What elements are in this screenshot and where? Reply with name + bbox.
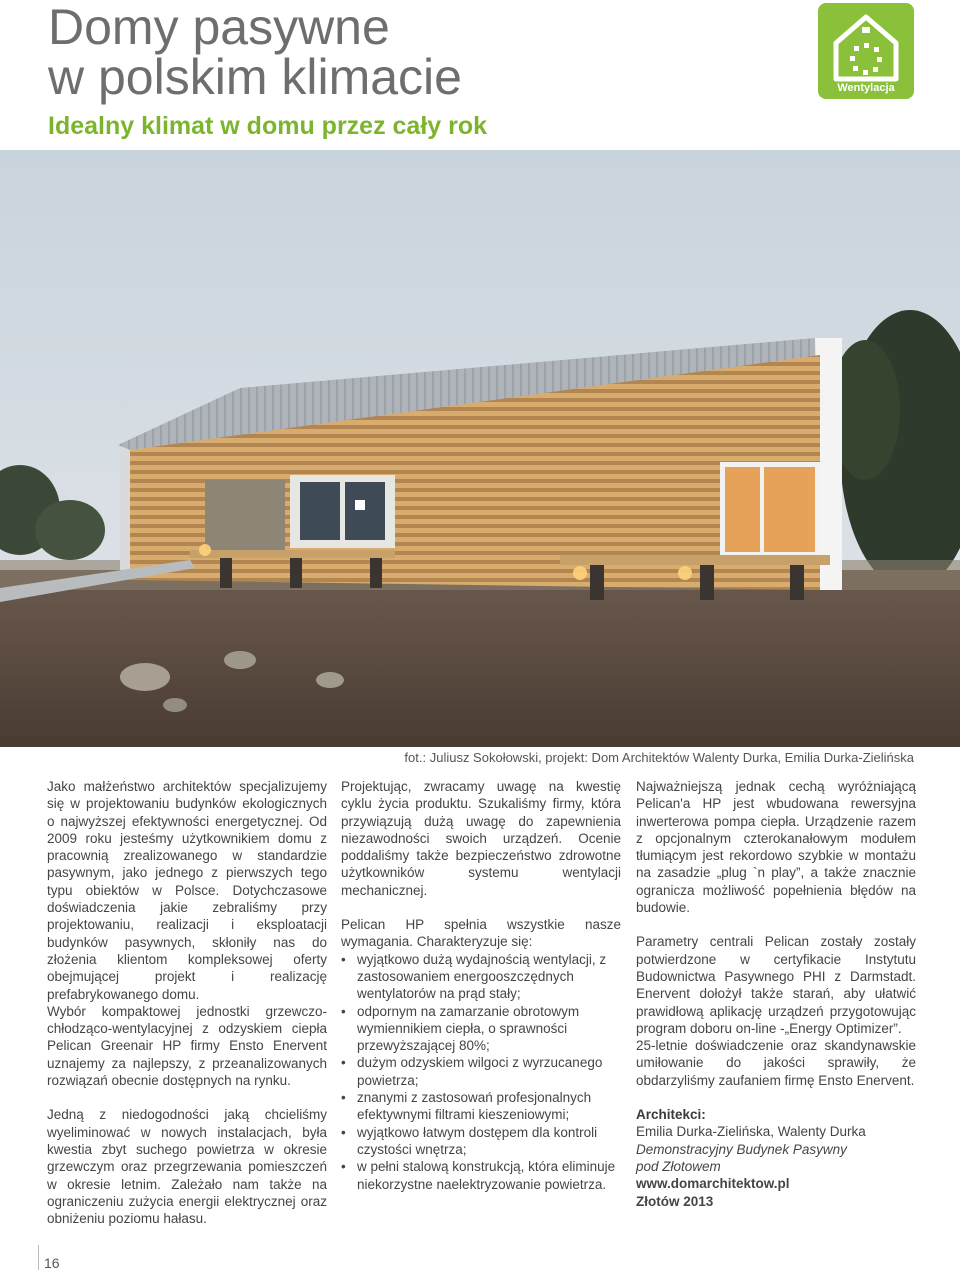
column3-paragraph-1: Najważniejszą jednak cechą wyróżniającą Pelican'a HP jest wbudowana rewersyjna inwerterowa pompa ciepła. Urządzenie razem z opcjonalnym czterokanałowym modułem tłumiącym jest rekordowo szybkie w montażu na zasadzie „plug `n play”, a także znacznie ogranicza możliwość popełnienia błędów na budowie. (636, 779, 916, 916)
column2-paragraph-2: Pelican HP spełnia wszystkie nasze wymagania. Charakteryzuje się: (341, 917, 621, 950)
list-item: • znanymi z zastosowań profesjonalnych efektywnymi filtrami kieszeniowymi; (341, 1089, 621, 1124)
page-subtitle: Idealny klimat w domu przez cały rok (48, 112, 488, 140)
page-title (48, 0, 462, 105)
architects-heading: Architekci: (636, 1107, 706, 1123)
column3-paragraph-2: Parametry centrali Pelican zostały zostały potwierdzone w certyfikacie Instytutu Budownictwa Pasywnego PHI z Darmstadt. Enervent dołożył także starań, aby ułatwić prawidłową aplikację urządzeń przygotowując program doboru on-line -„Energy Optimizer”. (636, 934, 916, 1036)
list-item: • w pełni stalową konstrukcją, która eliminuje niekorzystne naelektryzowanie powietrza. (341, 1158, 621, 1193)
column1-paragraph-1b: Wybór kompaktowej jednostki grzewczo-chłodząco-wentylacyjnej z odzyskiem ciepła Pelican Greenair HP firmy Ensto Enervent uznajemy za najlepszy, z przeanalizowanych rozwiązań obecnie dostępnych na rynku. (47, 1003, 327, 1089)
column1-paragraph-2: Jedną z niedogodności jaką chcieliśmy wyeliminować w nowych instalacjach, była kwestia zbyt suchego powietrza w okresie grzewczym oraz przegrzewania pomieszczeń w okresie letnim. Zależało nam także na ograniczeniu zużycia energii elektrycznej oraz obniżeniu poziomu hałasu. (47, 1107, 327, 1227)
badge-label: Wentylacja (837, 82, 895, 94)
text-column-1 (47, 778, 327, 1244)
title-line-2: w polskim klimacie (48, 49, 462, 105)
list-item: • wyjątkowo łatwym dostępem dla kontroli czystości wnętrza; (341, 1124, 621, 1159)
text-column-3 (636, 778, 916, 1210)
column3-paragraph-3: 25-letnie doświadczenie oraz skandynawskie umiłowanie do jakości sprawiły, że obdarzyliśmy zaufaniem firmę Ensto Enervent. (636, 1038, 916, 1088)
column1-paragraph-1: Jako małżeństwo architektów specjalizujemy się w projektowaniu budynków ekologicznych o najwyższej efektywności energetycznej. Od 2009 roku jesteśmy użytkownikiem domu z pracownią zrealizowanego w standardzie pasywnym, jako jednego z pierwszych tego typu obiektów w Polsce. Dotychczasowe doświadczenia jakie zebraliśmy przy projektowaniu, realizacji i eksploatacji budynków pasywnych, skłoniły nas do złożenia klientom kompleksowej oferty obejmującej projekt i realizację prefabrykowanego domu. (47, 779, 327, 1002)
photo-caption: fot.: Juliusz Sokołowski, projekt: Dom Architektów Walenty Durka, Emilia Durka-Zielińska (404, 750, 914, 765)
architects-names: Emilia Durka-Zielińska, Walenty Durka (636, 1124, 866, 1140)
list-item: • wyjątkowo dużą wydajnością wentylacji, z zastosowaniem energooszczędnych wentylatorów na prąd stały; (341, 951, 621, 1003)
architects-website: www.domarchitektow.pl (636, 1176, 790, 1192)
house-photo (0, 150, 960, 747)
text-column-2 (341, 778, 621, 1193)
title-line-1: Domy pasywne (48, 0, 390, 55)
list-item: • dużym odzyskiem wilgoci z wyrzucanego powietrza; (341, 1054, 621, 1089)
page-number-rule (38, 1245, 39, 1270)
page-number: 16 (44, 1255, 60, 1271)
architects-project: Demonstracyjny Budynek Pasywny (636, 1141, 847, 1157)
architects-city-year: Złotów 2013 (636, 1193, 714, 1209)
column2-paragraph-1: Projektując, zwracamy uwagę na kwestię cyklu życia produktu. Szukaliśmy firmy, która przywiązują dużą uwagę do zapewnienia niezawodności swoich urządzeń. Ocenie poddaliśmy także bezpieczeństwo zdrowotne użytkowników systemu wentylacji mechanicznej. (341, 779, 621, 898)
category-badge (818, 3, 914, 99)
list-item: • odpornym na zamarzanie obrotowym wymiennikiem ciepła, o sprawności przewyższającej 80%; (341, 1003, 621, 1055)
architects-place: pod Złotowem (636, 1158, 721, 1174)
feature-list (341, 951, 621, 1193)
